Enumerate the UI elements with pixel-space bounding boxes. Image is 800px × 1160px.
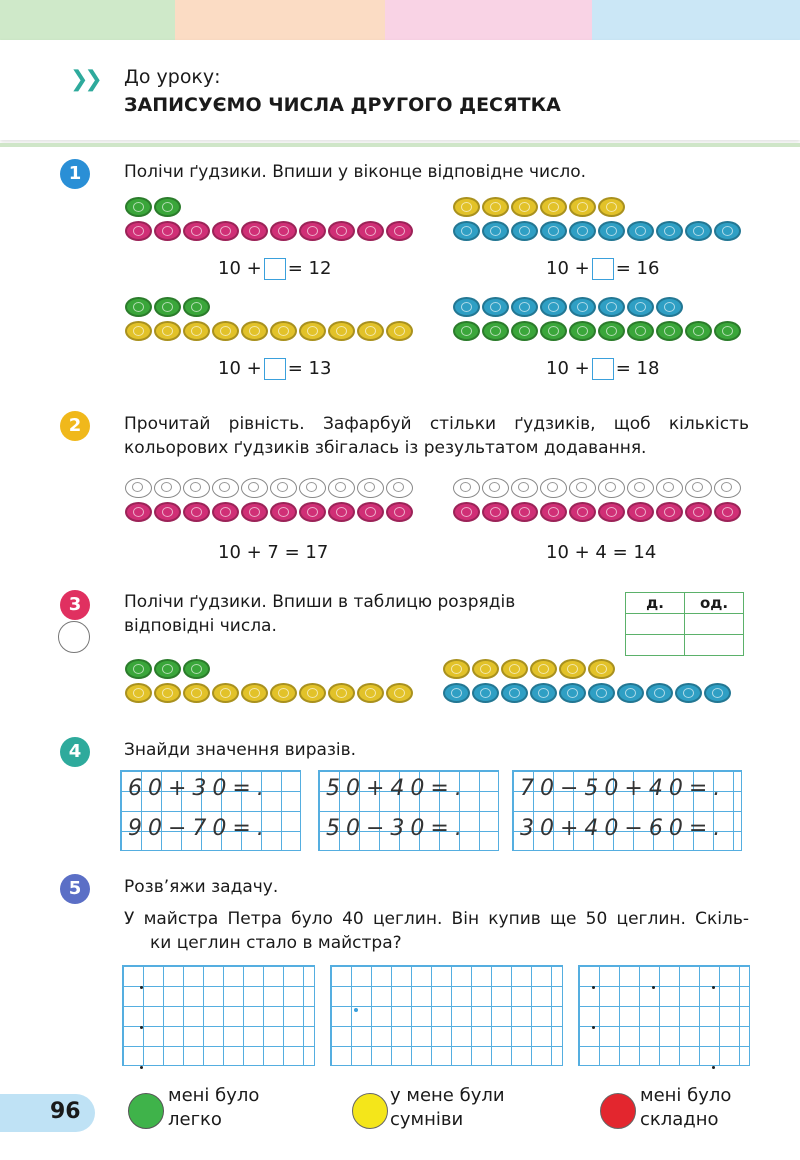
grid-dot — [140, 1026, 143, 1029]
grid-dot — [652, 986, 655, 989]
page-number: 96 — [50, 1099, 81, 1124]
blue-button-icon — [453, 221, 480, 241]
yellow-button-icon — [443, 659, 470, 679]
green-button-icon — [125, 197, 152, 217]
expression: 70−50+40=. — [520, 776, 727, 801]
blue-button-icon — [656, 221, 683, 241]
task1-equation-4: 10 + = 18 — [546, 358, 660, 379]
pink-button-icon — [241, 502, 268, 522]
answer-box[interactable] — [592, 258, 614, 280]
green-button-icon — [125, 659, 152, 679]
uncolored-button-icon[interactable] — [598, 478, 625, 498]
task1-button-group-2 — [453, 197, 743, 241]
blue-button-icon — [627, 221, 654, 241]
task4-instruction: Знайди значення виразів. — [124, 740, 357, 760]
uncolored-button-icon[interactable] — [299, 478, 326, 498]
expression: 90−70=. — [128, 816, 270, 841]
green-button-icon — [183, 297, 210, 317]
answer-box[interactable] — [592, 358, 614, 380]
eq-right: 18 — [636, 358, 660, 379]
self-assessment-circle[interactable] — [58, 621, 90, 653]
expression: 30+40−60=. — [520, 816, 727, 841]
yellow-button-icon — [540, 197, 567, 217]
yellow-button-icon — [530, 659, 557, 679]
task1-equation-1: 10 + = 12 — [218, 258, 332, 279]
blue-button-icon — [511, 297, 538, 317]
uncolored-button-icon[interactable] — [183, 478, 210, 498]
uncolored-button-icon[interactable] — [511, 478, 538, 498]
pink-button-icon — [328, 221, 355, 241]
pink-button-icon — [598, 502, 625, 522]
pink-button-icon — [212, 502, 239, 522]
blue-button-icon — [511, 221, 538, 241]
yellow-button-icon — [299, 683, 326, 703]
pink-button-icon — [125, 221, 152, 241]
pink-button-icon — [270, 221, 297, 241]
task2-equation-1: 10 + 7 = 17 — [218, 542, 329, 563]
pink-button-icon — [569, 502, 596, 522]
hard-label-line2: складно — [640, 1109, 719, 1130]
task1-button-group-1 — [125, 197, 415, 241]
yellow-button-icon — [357, 683, 384, 703]
blue-button-icon — [559, 683, 586, 703]
button-row-bottom — [125, 321, 415, 341]
uncolored-button-icon[interactable] — [482, 478, 509, 498]
yellow-button-icon — [598, 197, 625, 217]
header-strip-orange — [175, 0, 385, 40]
yellow-button-icon — [501, 659, 528, 679]
yellow-button-icon — [511, 197, 538, 217]
button-row-bottom — [453, 321, 743, 341]
task1-equation-3: 10 + = 13 — [218, 358, 332, 379]
yellow-button-icon — [299, 321, 326, 341]
yellow-button-icon — [241, 683, 268, 703]
yellow-button-icon — [357, 321, 384, 341]
task2-instruction-line1: Прочитай рівність. Зафарбуй стільки ґудзиків, щоб кількість — [124, 414, 749, 434]
green-button-icon — [627, 321, 654, 341]
task5-problem-line1: У майстра Петра було 40 цеглин. Він купив ще 50 цеглин. Скіль- — [124, 909, 749, 929]
green-button-icon — [154, 659, 181, 679]
blue-button-icon — [598, 297, 625, 317]
blue-button-icon — [627, 297, 654, 317]
pink-button-icon — [328, 502, 355, 522]
green-button-icon — [154, 297, 181, 317]
task1-equation-2: 10 + = 16 — [546, 258, 660, 279]
blue-button-icon — [443, 683, 470, 703]
blue-button-icon — [482, 221, 509, 241]
yellow-button-icon — [154, 683, 181, 703]
yellow-button-icon — [241, 321, 268, 341]
eq-left: 10 — [218, 358, 241, 379]
task3-instruction-line2: відповідні числа. — [124, 616, 277, 636]
uncolored-button-icon[interactable] — [627, 478, 654, 498]
uncolored-button-icon[interactable] — [569, 478, 596, 498]
task-number-3: 3 — [60, 590, 90, 620]
task2-button-group-2 — [453, 478, 743, 522]
uncolored-button-icon[interactable] — [656, 478, 683, 498]
lesson-header — [0, 40, 800, 140]
yellow-button-icon — [270, 321, 297, 341]
green-button-icon — [482, 321, 509, 341]
yellow-button-icon — [212, 321, 239, 341]
grid-dot — [592, 986, 595, 989]
task-number-1: 1 — [60, 159, 90, 189]
yellow-button-icon — [328, 321, 355, 341]
blue-button-icon — [588, 683, 615, 703]
green-button-icon — [183, 659, 210, 679]
grid-dot — [592, 1026, 595, 1029]
button-row-top — [453, 197, 743, 217]
pink-button-icon — [299, 221, 326, 241]
pink-button-icon — [183, 502, 210, 522]
blue-button-icon — [540, 221, 567, 241]
pink-button-icon — [482, 502, 509, 522]
units-cell[interactable] — [685, 635, 744, 656]
task-number-2: 2 — [60, 411, 90, 441]
green-button-icon — [656, 321, 683, 341]
eq-right: 12 — [308, 258, 332, 279]
yellow-button-icon — [125, 321, 152, 341]
pink-button-icon — [357, 221, 384, 241]
yellow-button-icon — [386, 321, 413, 341]
pink-button-icon — [540, 502, 567, 522]
hard-mood-circle[interactable] — [600, 1093, 636, 1129]
green-button-icon — [453, 321, 480, 341]
green-button-icon — [569, 321, 596, 341]
solution-grid-3[interactable] — [578, 965, 750, 1066]
grid-dot — [712, 1066, 715, 1069]
place-value-table — [625, 592, 744, 656]
button-row-uncolored[interactable] — [125, 478, 415, 498]
task2-instruction-line2: кольорових ґудзиків збігалась із результатом додавання. — [124, 438, 647, 458]
yellow-button-icon — [482, 197, 509, 217]
units-header: од. — [685, 593, 744, 614]
pink-button-icon — [685, 502, 712, 522]
yellow-button-icon — [569, 197, 596, 217]
easy-label-line1: мені було — [168, 1085, 260, 1106]
yellow-button-icon — [212, 683, 239, 703]
grid-dot — [140, 1066, 143, 1069]
uncolored-button-icon[interactable] — [328, 478, 355, 498]
pink-button-icon — [241, 221, 268, 241]
double-chevron-icon: ❯❯ — [70, 67, 99, 92]
pink-button-icon — [656, 502, 683, 522]
task-number-4: 4 — [60, 737, 90, 767]
eq-left: 10 — [546, 258, 569, 279]
green-button-icon — [125, 297, 152, 317]
yellow-button-icon — [588, 659, 615, 679]
uncolored-button-icon[interactable] — [685, 478, 712, 498]
green-button-icon — [154, 197, 181, 217]
button-row-bottom — [125, 221, 415, 241]
pink-button-icon — [125, 502, 152, 522]
yellow-button-icon — [472, 659, 499, 679]
button-row-bottom — [443, 683, 733, 703]
task1-button-group-3 — [125, 297, 415, 341]
task3-button-group-2 — [443, 659, 733, 703]
blue-button-icon — [617, 683, 644, 703]
eq-right: 13 — [308, 358, 332, 379]
header-strip-blue — [592, 0, 800, 40]
header-divider — [0, 143, 800, 147]
yellow-button-icon — [270, 683, 297, 703]
button-row-bottom — [453, 221, 743, 241]
blue-button-icon — [540, 297, 567, 317]
pink-button-icon — [357, 502, 384, 522]
tens-header: д. — [626, 593, 685, 614]
pink-button-icon — [386, 502, 413, 522]
pink-button-icon — [714, 502, 741, 522]
blue-button-icon — [646, 683, 673, 703]
uncolored-button-icon[interactable] — [453, 478, 480, 498]
easy-label-line2: легко — [168, 1109, 222, 1130]
task2-button-group-1 — [125, 478, 415, 522]
tens-cell[interactable] — [626, 635, 685, 656]
pink-button-icon — [386, 221, 413, 241]
blue-button-icon — [675, 683, 702, 703]
header-strip-green — [0, 0, 175, 40]
grid-dot — [712, 986, 715, 989]
uncolored-button-icon[interactable] — [212, 478, 239, 498]
pink-button-icon — [627, 502, 654, 522]
pink-button-icon — [154, 221, 181, 241]
blue-button-icon — [569, 221, 596, 241]
task3-instruction-line1: Полічи ґудзики. Впиши в таблицю розрядів — [124, 592, 516, 612]
uncolored-button-icon[interactable] — [357, 478, 384, 498]
solution-grid-2[interactable] — [330, 965, 563, 1066]
blue-button-icon — [656, 297, 683, 317]
task5-instruction: Розв’яжи задачу. — [124, 877, 279, 897]
eq-left: 10 — [218, 258, 241, 279]
task1-button-group-4 — [453, 297, 743, 341]
expression: 60+30=. — [128, 776, 270, 801]
uncolored-button-icon[interactable] — [241, 478, 268, 498]
expression: 50−30=. — [326, 816, 468, 841]
yellow-button-icon — [154, 321, 181, 341]
blue-button-icon — [472, 683, 499, 703]
expression: 50+40=. — [326, 776, 468, 801]
task-number-5: 5 — [60, 874, 90, 904]
pink-button-icon — [299, 502, 326, 522]
blue-button-icon — [501, 683, 528, 703]
green-button-icon — [714, 321, 741, 341]
blue-button-icon — [482, 297, 509, 317]
button-row-bottom — [125, 683, 415, 703]
answer-box[interactable] — [264, 358, 286, 380]
yellow-button-icon — [183, 683, 210, 703]
uncolored-button-icon[interactable] — [714, 478, 741, 498]
blue-button-icon — [685, 221, 712, 241]
answer-box[interactable] — [264, 258, 286, 280]
yellow-button-icon — [453, 197, 480, 217]
blue-button-icon — [453, 297, 480, 317]
units-cell[interactable] — [685, 614, 744, 635]
yellow-button-icon — [386, 683, 413, 703]
blue-button-icon — [530, 683, 557, 703]
yellow-button-icon — [125, 683, 152, 703]
button-row-uncolored[interactable] — [453, 478, 743, 498]
pink-button-icon — [183, 221, 210, 241]
lesson-title: ЗАПИСУЄМО ЧИСЛА ДРУГОГО ДЕСЯТКА — [124, 94, 561, 116]
pink-button-icon — [154, 502, 181, 522]
eq-left: 10 — [546, 358, 569, 379]
doubt-label-line1: у мене були — [390, 1085, 505, 1106]
page-number-tab — [0, 1094, 95, 1132]
uncolored-button-icon[interactable] — [270, 478, 297, 498]
button-row-pink — [453, 502, 743, 522]
button-row-top — [453, 297, 743, 317]
hard-label-line1: мені було — [640, 1085, 732, 1106]
yellow-button-icon — [559, 659, 586, 679]
green-button-icon — [511, 321, 538, 341]
blue-button-icon — [714, 221, 741, 241]
eq-right: 16 — [636, 258, 660, 279]
pink-button-icon — [511, 502, 538, 522]
doubt-label-line2: сумніви — [390, 1109, 464, 1130]
header-strip-pink — [385, 0, 592, 40]
uncolored-button-icon[interactable] — [386, 478, 413, 498]
uncolored-button-icon[interactable] — [154, 478, 181, 498]
grid-dot — [354, 1008, 358, 1012]
pink-button-icon — [212, 221, 239, 241]
button-row-pink — [125, 502, 415, 522]
button-row-top — [125, 197, 415, 217]
yellow-button-icon — [328, 683, 355, 703]
green-button-icon — [540, 321, 567, 341]
grid-dot — [140, 986, 143, 989]
blue-button-icon — [569, 297, 596, 317]
button-row-top — [125, 297, 415, 317]
task5-problem-line2: ки цеглин стало в майстра? — [150, 933, 402, 953]
task2-equation-2: 10 + 4 = 14 — [546, 542, 657, 563]
solution-grid-1[interactable] — [122, 965, 315, 1066]
green-button-icon — [598, 321, 625, 341]
task3-button-group-1 — [125, 659, 415, 703]
doubt-mood-circle[interactable] — [352, 1093, 388, 1129]
blue-button-icon — [598, 221, 625, 241]
yellow-button-icon — [183, 321, 210, 341]
easy-mood-circle[interactable] — [128, 1093, 164, 1129]
uncolored-button-icon[interactable] — [125, 478, 152, 498]
button-row-top — [443, 659, 733, 679]
green-button-icon — [685, 321, 712, 341]
pink-button-icon — [453, 502, 480, 522]
button-row-top — [125, 659, 415, 679]
tens-cell[interactable] — [626, 614, 685, 635]
task1-instruction: Полічи ґудзики. Впиши у віконце відповідне число. — [124, 162, 587, 182]
uncolored-button-icon[interactable] — [540, 478, 567, 498]
lesson-lead: До уроку: — [124, 66, 221, 88]
pink-button-icon — [270, 502, 297, 522]
blue-button-icon — [704, 683, 731, 703]
